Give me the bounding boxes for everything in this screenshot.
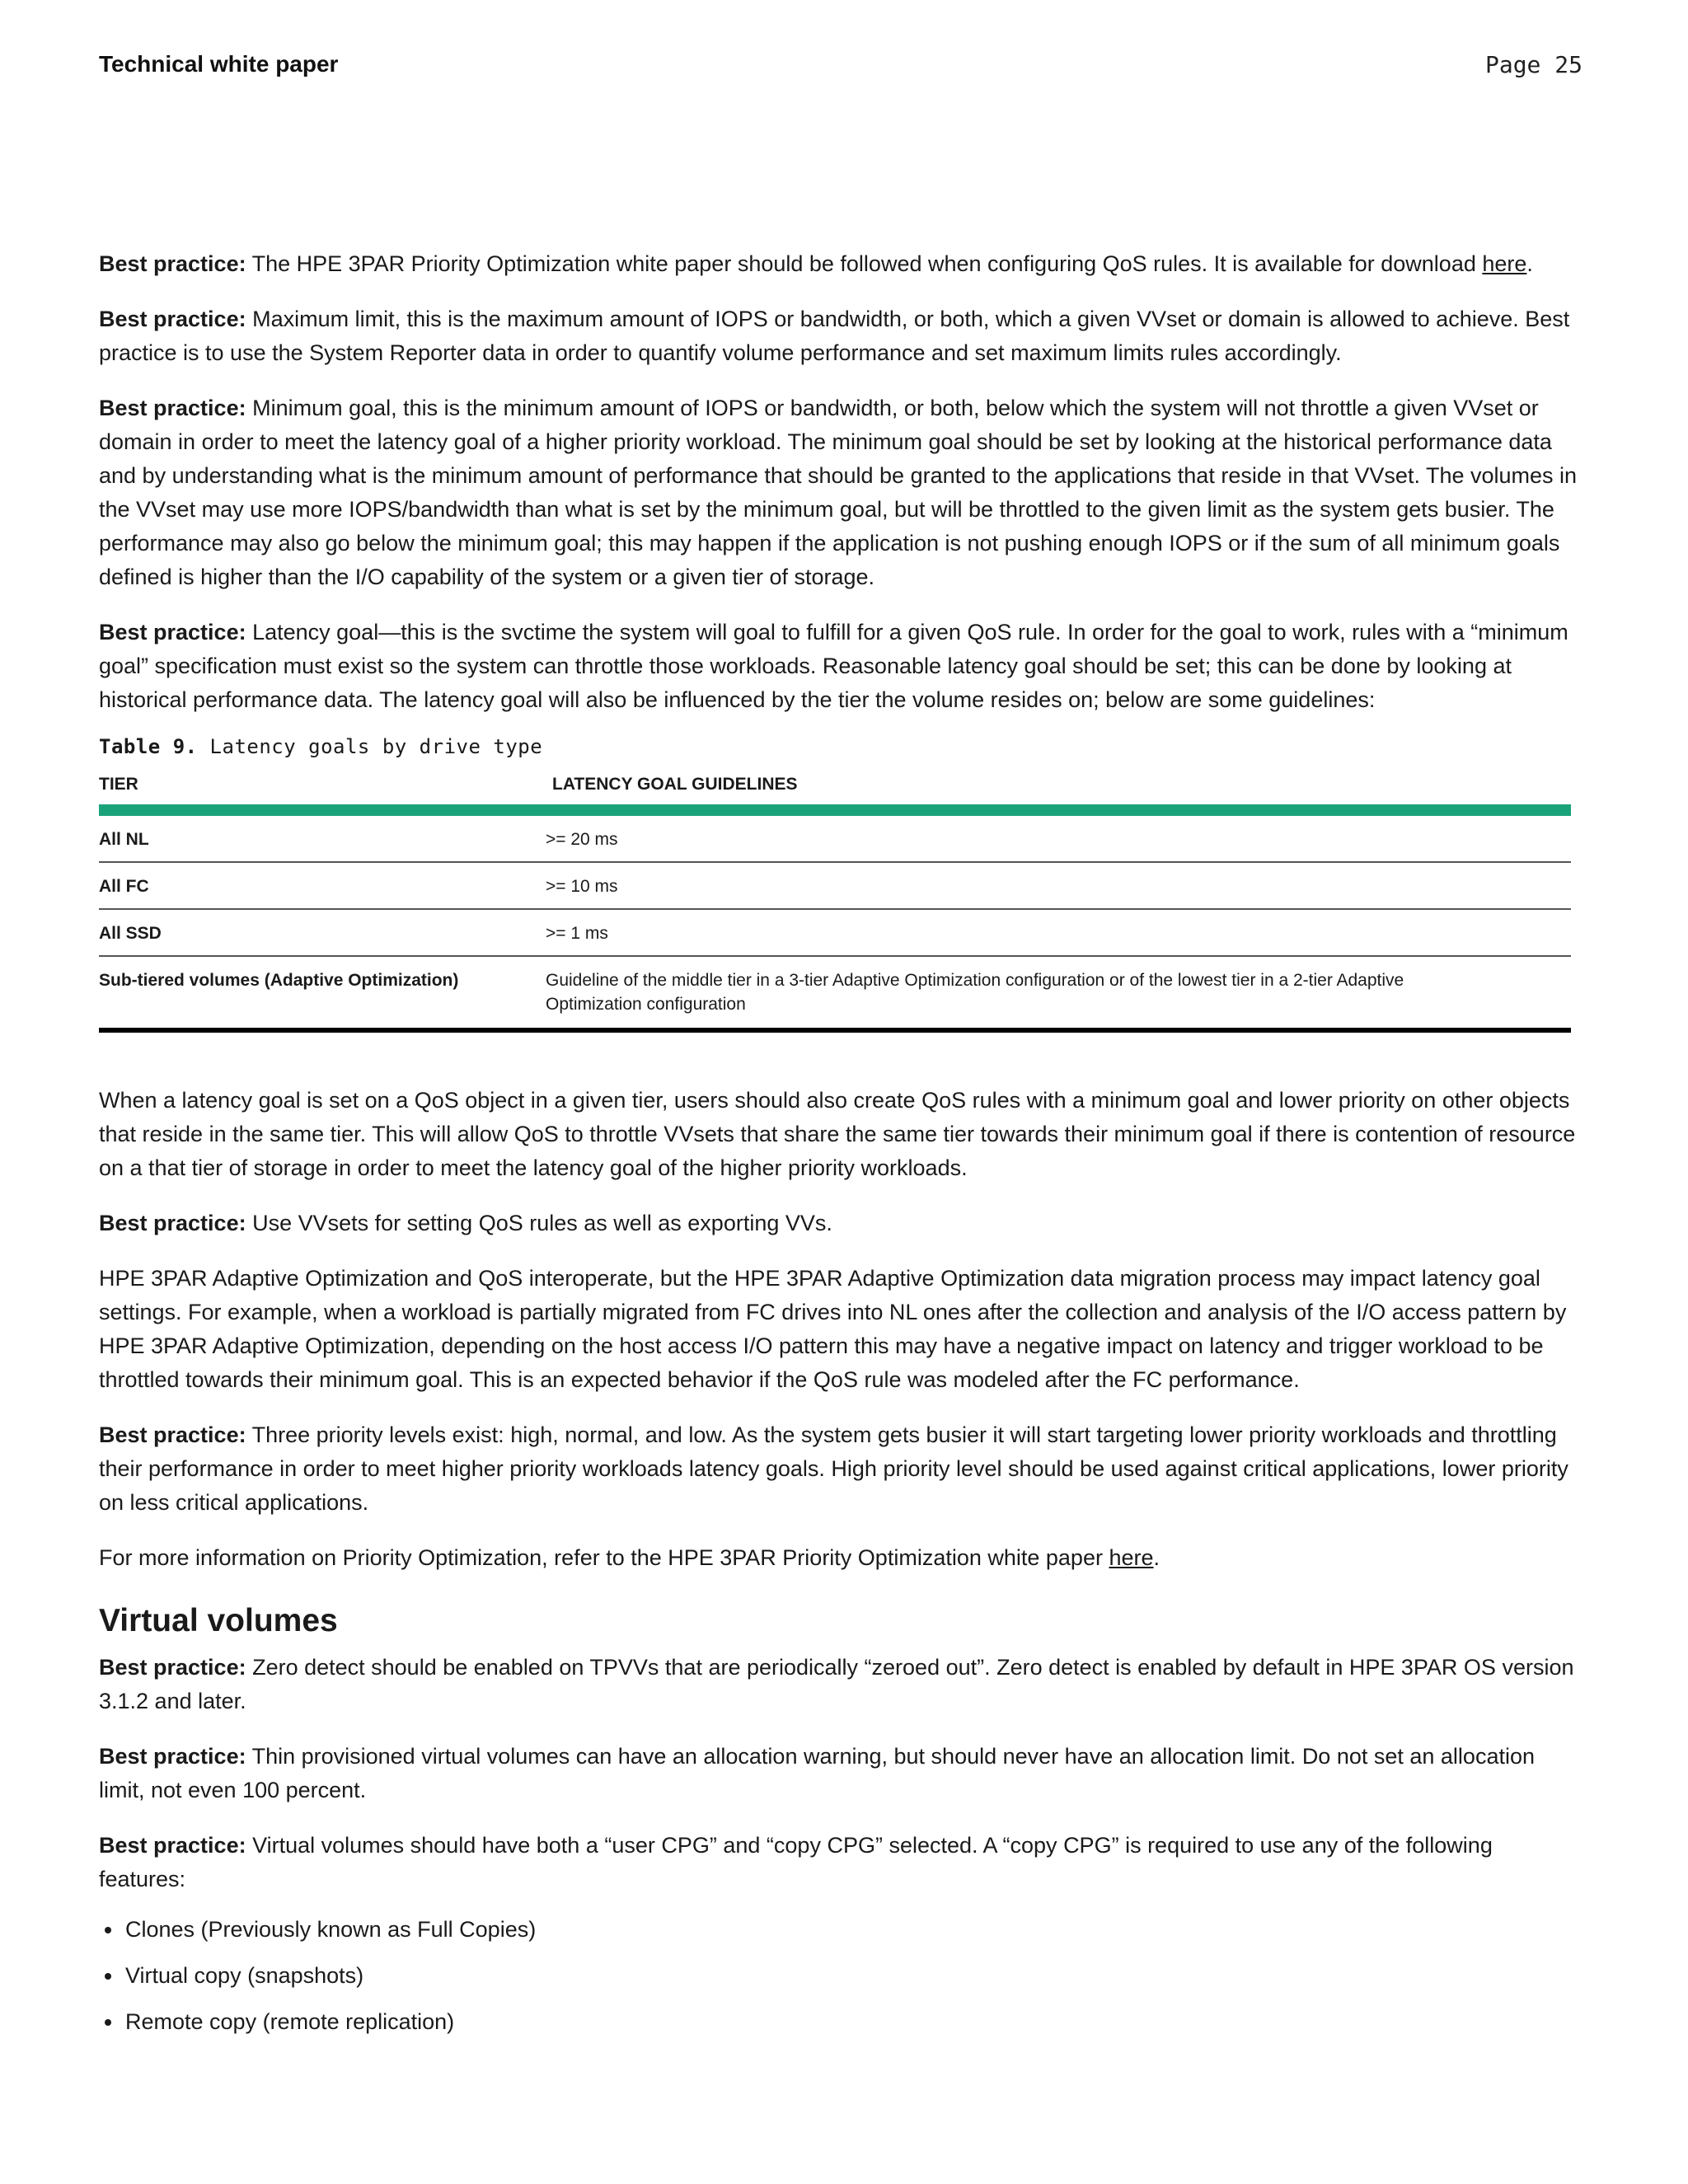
bold-lead: Best practice: [99,307,246,331]
table-header-row [99,775,1571,810]
column-header-tier: TIER [99,775,546,810]
guideline-cell: >= 20 ms [546,810,1571,862]
paragraph [99,391,1582,594]
guideline-cell: >= 1 ms [546,909,1571,956]
paragraph [99,1829,1582,1896]
feature-list [99,1913,1582,2038]
table-row [99,956,1571,1030]
paragraph-text: Virtual volumes should have both a “user CPG” and “copy CPG” selected. A “copy CPG” is required to use any of the following features: [99,1833,1493,1891]
page-number: Page 25 [1484,51,1582,78]
bold-lead: Best practice: [99,396,246,420]
list-item: • Clones (Previously known as Full Copies) [124,1913,1582,1946]
guideline-cell: >= 10 ms [546,862,1571,909]
table-row [99,862,1571,909]
paragraph-text: Minimum goal, this is the minimum amount of IOPS or bandwidth, or both, below which the system will not throttle a given VVset or domain in order to meet the latency goal of a higher priority workload. The minimum goal should be set by looking at the historical performance data and by understanding what is the minimum amount of performance that should be granted to the applications that reside in that VVset. The volumes in the VVset may use more IOPS/bandwidth than what is set by the minimum goal, but will be throttled to the given limit as the system gets busier. The performance may also go below the minimum goal; this may happen if the application is not pushing enough IOPS or if the sum of all minimum goals defined is higher than the I/O capability of the system or a given tier of storage. [99,396,1578,589]
table-caption-label: Table 9. [99,735,198,758]
table-caption [99,735,1582,758]
paragraph [99,1262,1582,1397]
paragraph-text: Three priority levels exist: high, normal, and low. As the system gets busier it will start targeting lower priority workloads and throttling their performance in order to meet higher priority workloads latency goals. High priority level should be used against critical applications, lower priority on less critical applications. [99,1422,1568,1515]
latency-goals-table [99,775,1571,1033]
tier-cell: All NL [99,810,546,862]
section-heading: Virtual volumes [99,1603,338,1638]
tier-cell: Sub-tiered volumes (Adaptive Optimization) [99,956,546,1030]
paragraph-tail: . [1526,251,1533,276]
paragraph [99,1084,1582,1185]
bold-lead: Best practice: [99,1744,246,1769]
priority-optimization-link[interactable]: here [1109,1545,1154,1570]
column-header-guidelines: LATENCY GOAL GUIDELINES [546,775,1571,810]
paragraph [99,1740,1582,1807]
bold-lead: Best practice: [99,1655,246,1680]
paragraph [99,1207,1582,1240]
paragraph [99,1418,1582,1520]
paragraph [99,616,1582,717]
paragraph-tail: . [1153,1545,1160,1570]
paragraph [99,247,1582,281]
bold-lead: Best practice: [99,1422,246,1447]
download-link[interactable]: here [1482,251,1527,276]
list-item: • Remote copy (remote replication) [124,2005,1582,2038]
tier-cell: All FC [99,862,546,909]
paragraph [99,1651,1582,1718]
paragraph-text: Latency goal—this is the svctime the system will goal to fulfill for a given QoS rule. In order for the goal to work, rules with a “minimum goal” specification must exist so the system can throttle those workloads. Reasonable latency goal should be set; this can be done by looking at historical performance data. The latency goal will also be influenced by the tier the volume resides on; below are some guidelines: [99,620,1568,712]
document-page [99,0,1582,2184]
main-content [99,247,1582,2051]
header-title: Technical white paper [99,51,339,77]
guideline-cell: Guideline of the middle tier in a 3-tier Adaptive Optimization configuration or of the lowest tier in a 2-tier Adaptive Optimization configuration [546,956,1571,1030]
paragraph-text: Thin provisioned virtual volumes can have an allocation warning, but should never have an allocation limit. Do not set an allocation limit, not even 100 percent. [99,1744,1535,1802]
bold-lead: Best practice: [99,620,246,644]
paragraph-text: The HPE 3PAR Priority Optimization white paper should be followed when configuring QoS rules. It is available for download [246,251,1483,276]
paragraph-text: When a latency goal is set on a QoS object in a given tier, users should also create QoS rules with a minimum goal and lower priority on other objects that reside in the same tier. This will allow QoS to throttle VVsets that share the same tier towards their minimum goal if there is contention of resource on a that tier of storage in order to meet the latency goal of the higher priority workloads. [99,1088,1576,1180]
paragraph-text: Zero detect should be enabled on TPVVs that are periodically “zeroed out”. Zero detect is enabled by default in HPE 3PAR OS version 3.1.2 and later. [99,1655,1574,1713]
bold-lead: Best practice: [99,1833,246,1858]
paragraph [99,1541,1582,1575]
table-row [99,810,1571,862]
bold-lead: Best practice: [99,1211,246,1235]
paragraph-text: Use VVsets for setting QoS rules as well as exporting VVs. [246,1211,832,1235]
paragraph-text: Maximum limit, this is the maximum amount of IOPS or bandwidth, or both, which a given VVset or domain is allowed to achieve. Best practice is to use the System Reporter data in order to quantify volume performance and set maximum limits rules accordingly. [99,307,1570,365]
list-item: • Virtual copy (snapshots) [124,1959,1582,1992]
table-caption-text: Latency goals by drive type [197,735,543,758]
paragraph-text: For more information on Priority Optimization, refer to the HPE 3PAR Priority Optimization white paper [99,1545,1109,1570]
paragraph [99,302,1582,370]
bold-lead: Best practice: [99,251,246,276]
paragraph-text: HPE 3PAR Adaptive Optimization and QoS interoperate, but the HPE 3PAR Adaptive Optimization data migration process may impact latency goal settings. For example, when a workload is partially migrated from FC drives into NL ones after the collection and analysis of the I/O access pattern by HPE 3PAR Adaptive Optimization, depending on the host access I/O pattern this may have a negative impact on latency and trigger workload to be throttled towards their minimum goal. This is an expected behavior if the QoS rule was modeled after the FC performance. [99,1266,1567,1392]
table-row [99,909,1571,956]
tier-cell: All SSD [99,909,546,956]
